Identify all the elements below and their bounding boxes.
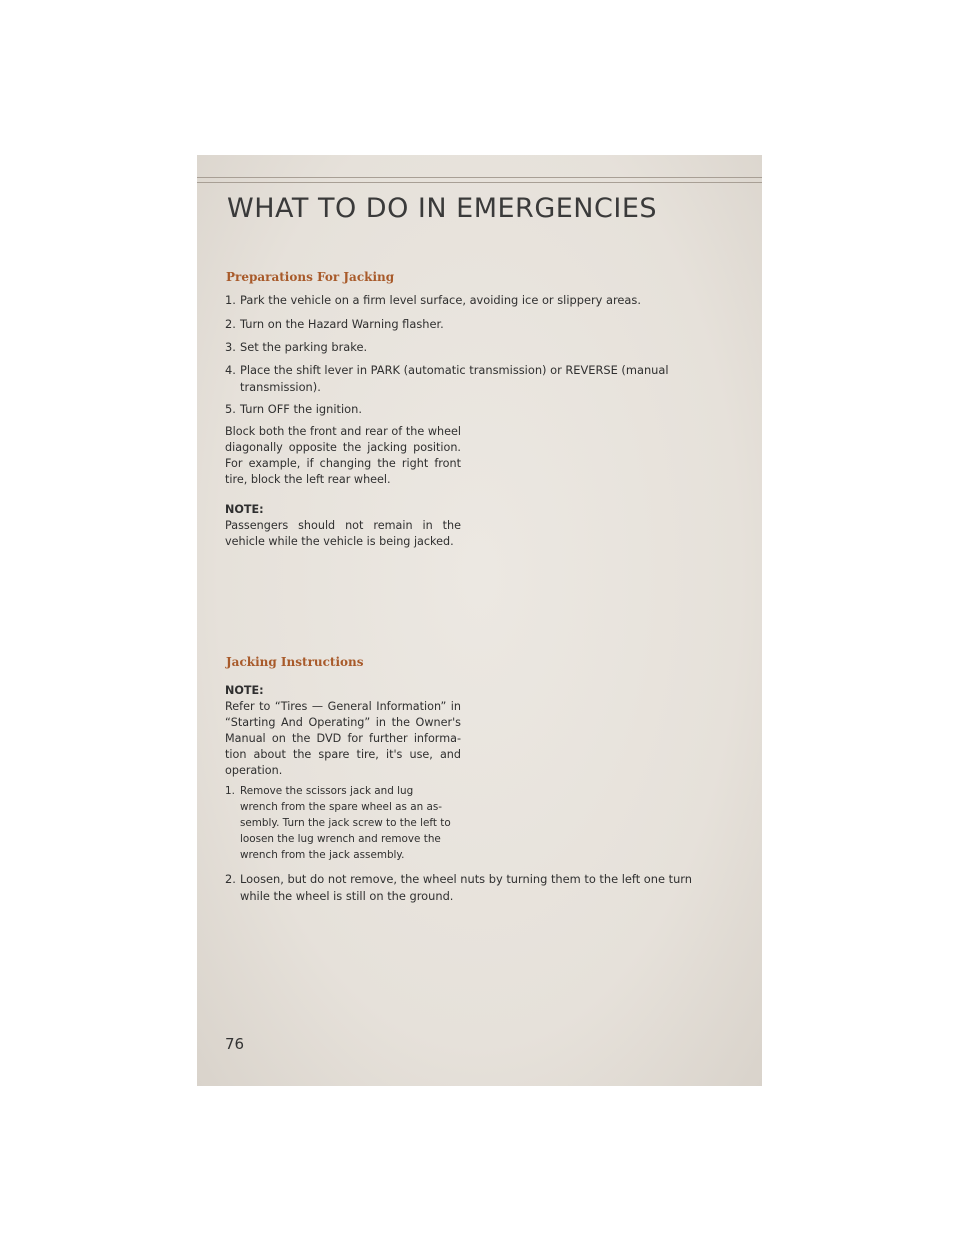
prep-step-2	[225, 316, 705, 333]
note-text: Passengers should not remain in the vehicle while the vehicle is being jacked.	[225, 519, 461, 548]
note-label: NOTE:	[225, 684, 264, 697]
step-number: 1.	[225, 293, 236, 307]
step-number: 2.	[225, 872, 236, 886]
step-text: Turn OFF the ignition.	[240, 402, 362, 416]
top-rule-1	[197, 177, 762, 178]
block-wheel-paragraph: Block both the front and rear of the wheel diagonally opposite the jacking position. For example, if changing the right front tire, block the left rear wheel.	[225, 425, 461, 486]
top-rule-2	[197, 182, 762, 183]
step-number: 5.	[225, 402, 236, 416]
manual-page	[197, 155, 762, 1086]
preparations-heading: Preparations For Jacking	[226, 270, 395, 284]
step-number: 2.	[225, 317, 236, 331]
jacking-step-1	[225, 783, 461, 863]
step-text: Park the vehicle on a firm level surface, avoiding ice or slippery areas.	[240, 293, 641, 307]
note-label: NOTE:	[225, 503, 264, 516]
step-number: 4.	[225, 363, 236, 377]
step-text: Set the parking brake.	[240, 340, 368, 354]
step-continuation: transmission).	[240, 380, 321, 394]
jacking-note	[225, 683, 461, 779]
prep-step-4	[225, 362, 740, 396]
prep-step-3	[225, 339, 705, 356]
step-continuation: wrench from the spare wheel as an as-sembly. Turn the jack screw to the left to loosen the lug wrench and remove the wrench from the jack assembly.	[240, 801, 451, 861]
step-number: 3.	[225, 340, 236, 354]
jacking-heading: Jacking Instructions	[226, 655, 364, 669]
step-number: 1.	[225, 785, 235, 797]
step-text: Place the shift lever in PARK (automatic transmission) or REVERSE (manual	[240, 363, 669, 377]
section-title: WHAT TO DO IN EMERGENCIES	[227, 193, 658, 224]
jacking-step-2	[225, 871, 740, 905]
page-number: 76	[225, 1035, 245, 1053]
preparations-note	[225, 502, 461, 550]
note-text: Refer to “Tires — General Information” in “Starting And Operating” in the Owner's Manual on the DVD for further informa-tion about the spare tire, it's use, and operation.	[225, 700, 461, 777]
step-text: Loosen, but do not remove, the wheel nuts by turning them to the left one turn	[240, 872, 692, 886]
step-continuation: while the wheel is still on the ground.	[240, 889, 454, 903]
prep-step-5	[225, 401, 705, 418]
step-text: Remove the scissors jack and lug	[240, 785, 414, 797]
step-text: Turn on the Hazard Warning flasher.	[240, 317, 444, 331]
prep-step-1	[225, 292, 705, 309]
